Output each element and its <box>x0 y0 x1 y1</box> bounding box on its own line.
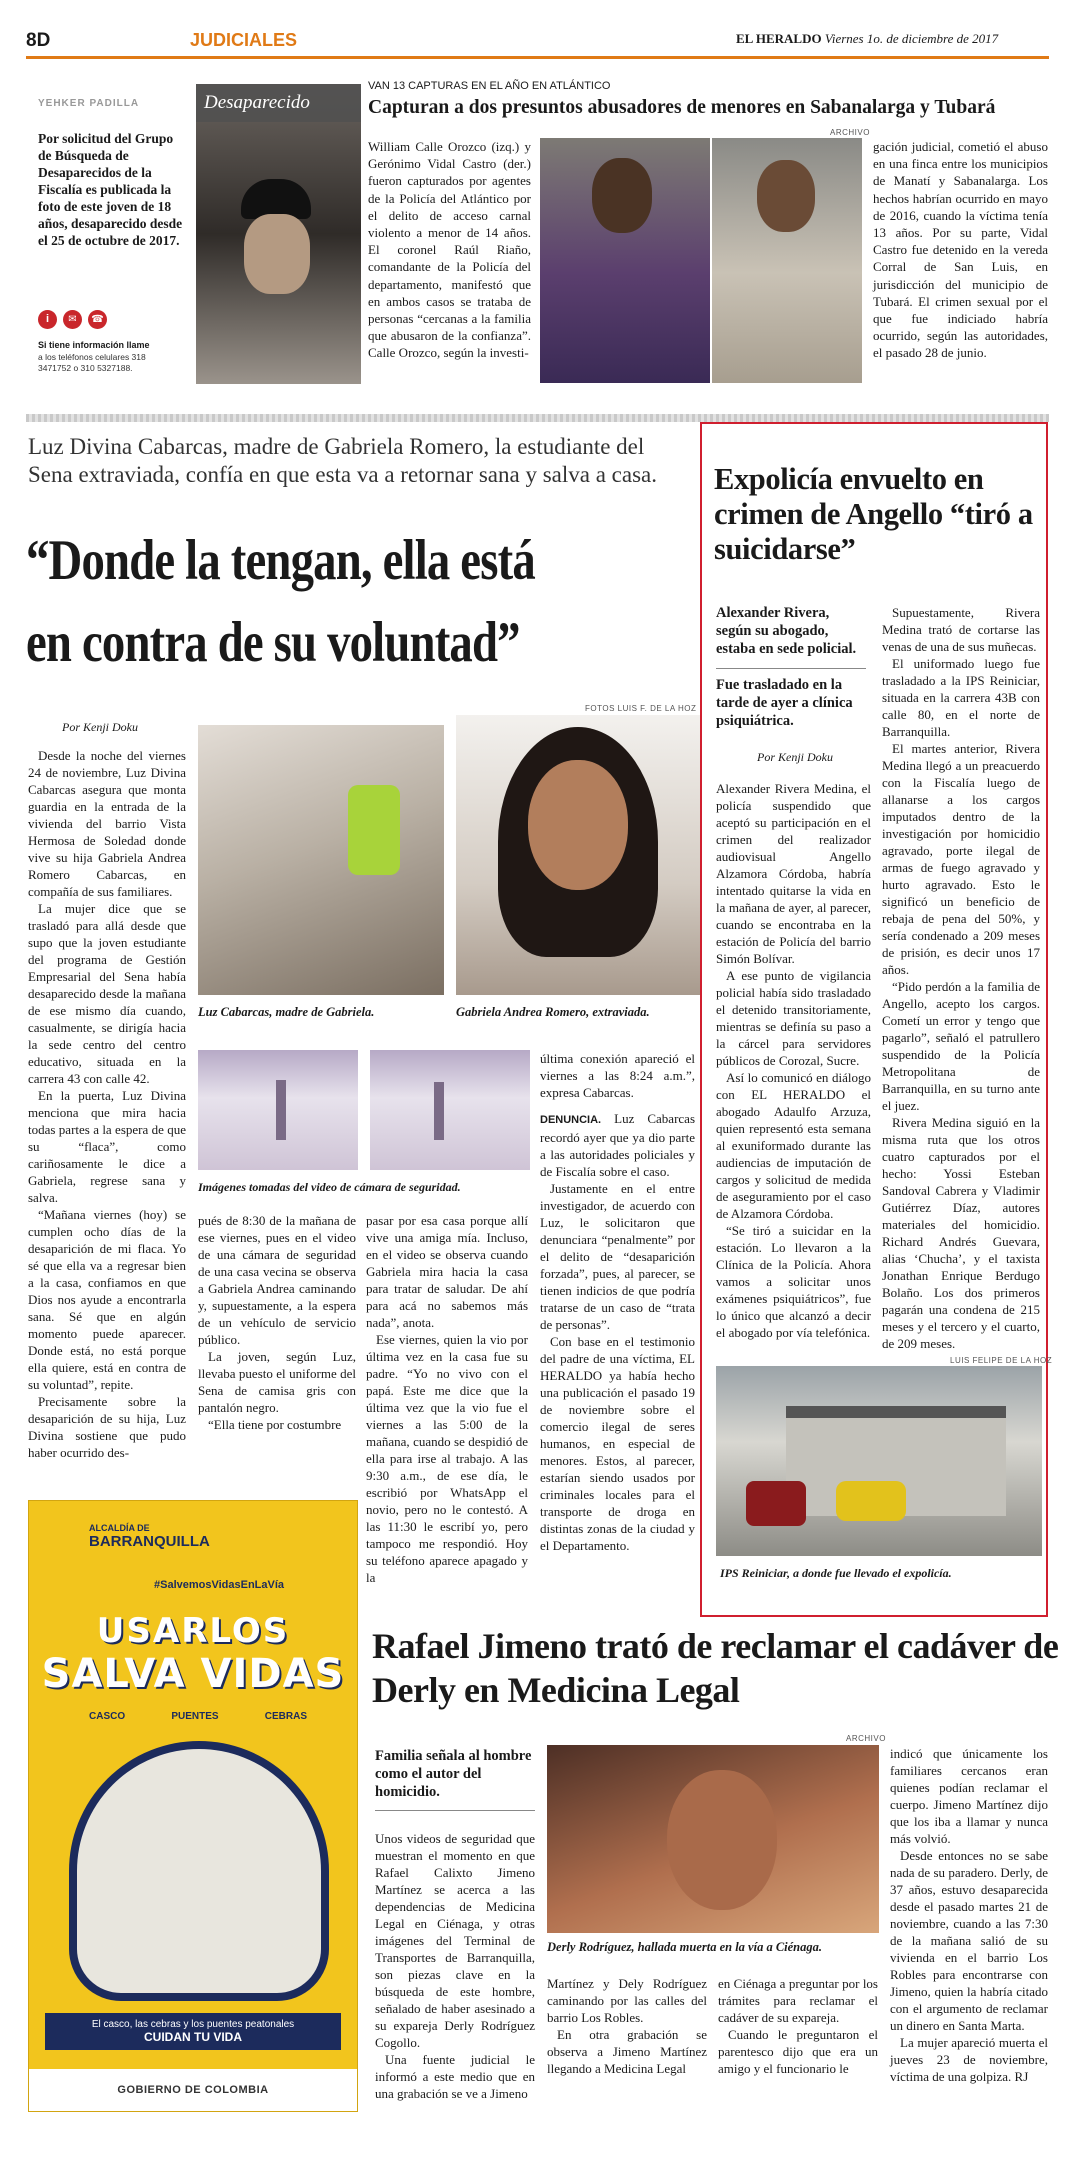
expolice-col1-p2: A ese punto de vigilancia policial había sido trasladado el detenido transitoriamente, mientras se definía su paso a la cárcel para servidores públicos de Corozal, Sucre. <box>716 968 871 1068</box>
missing-credit: YEHKER PADILLA <box>38 98 140 109</box>
phone-icon: ☎ <box>88 310 107 329</box>
jimeno-col3-p2: Cuando le preguntaron el parentesco dijo que era un amigo y el funcionario le <box>718 2027 878 2076</box>
jimeno-col3 <box>718 1975 878 2077</box>
denuncia-label: DENUNCIA. <box>540 1114 602 1126</box>
jimeno-col1-p2: Una fuente judicial le informó a este medio que en una grabación se ve a Jimeno <box>375 2052 535 2101</box>
jimeno-sub: Familia señala al hombre como el autor del homicidio. <box>375 1748 532 1800</box>
helmet-illustration <box>69 1741 329 2001</box>
section-divider <box>26 414 1049 422</box>
main-photo-credit: FOTOS LUIS F. DE LA HOZ <box>585 704 697 713</box>
email-icon: ✉ <box>63 310 82 329</box>
ad-brand <box>89 1523 210 1550</box>
expolice-col1 <box>716 780 871 1341</box>
jimeno-col2-p1: Martínez y Dely Rodríguez caminando por las calles del barrio Los Robles. <box>547 1976 707 2025</box>
capture-kicker: VAN 13 CAPTURAS EN EL AÑO EN ATLÁNTICO <box>368 80 611 92</box>
face-shape-2 <box>528 760 628 890</box>
main-col3-p1: pasar por esa casa porque allí vive una amiga mía. Incluso, en el video se observa cuando Gabriela mira hacia la casa para tratar de saludar. De ahí para acá no sabemos más nada”, anota. <box>366 1213 528 1330</box>
page-number: 8D <box>26 30 51 51</box>
main-col3 <box>366 1212 528 1586</box>
expolice-col1-p3: Así lo comunicó en diálogo con EL HERALDO el abogado Adaulfo Arzuza, quien representó esta semana al exuniformado durante las audiencias de imputación de cargos y solicitud de medida de aseguramiento por el caso de Alzamora Córdoba. <box>716 1070 871 1221</box>
main-col1-p2: La mujer dice que se trasladó para allá desde que supo que la joven estudiante del programa de Gestión Empresarial del Sena había desaparecido desde la mañana de ese mismo día cuando, casualmente, se dirigía hacia la sede centro del centro educativo, situada en la carrera 43 con calle 42. <box>28 901 186 1086</box>
main-col1 <box>28 747 186 1461</box>
expolice-headline: Expolicía envuelto en crimen de Angello “tiró a suicidarse” <box>714 462 1033 566</box>
ad-title1: USARLOS <box>96 1611 290 1651</box>
main-col4-top: última conexión apareció el viernes a las 8:24 a.m.”, expresa Cabarcas. <box>540 1051 695 1100</box>
daughter-caption: Gabriela Andrea Romero, extraviada. <box>456 1005 650 1019</box>
main-headline-1: “Donde la tengan, ella está <box>26 529 535 592</box>
expolice-col1-p1: Alexander Rivera Medina, el policía suspendido que aceptó su participación en el crimen del realizador audiovisual Angello Alzamora Córdoba, habría intentado quitarse la vida en la mañana de ayer, al parecer, cuando se encontraba en la estación de Policía del barrio Simón Bolívar. <box>716 781 871 966</box>
ad-tagline: El casco, las cebras y los puentes peatonales <box>91 2019 295 2030</box>
jimeno-col2 <box>547 1975 707 2077</box>
main-col4-p1 <box>540 1110 695 1180</box>
video-still-1 <box>198 1050 358 1170</box>
bridge-icon-label: PUENTES <box>171 1711 219 1722</box>
figure-2 <box>434 1082 444 1140</box>
main-col2-p1: pués de 8:30 de la mañana de ese viernes, pues en el video de una cámara de seguridad de una casa vecina se observa a Gabriela Andrea caminando y, supuestamente, a la espera de un vehículo de servicio público. <box>198 1213 356 1347</box>
main-deck: Luz Divina Cabarcas, madre de Gabriela Romero, la estudiante del Sena extraviada, confía en que esta va a retornar sana y salva a casa. <box>28 434 657 487</box>
expolice-photo-credit: LUIS FELIPE DE LA HOZ <box>950 1356 1053 1365</box>
mother-photo <box>198 725 444 995</box>
main-col1-p1: Desde la noche del viernes 24 de noviembre, Luz Divina Cabarcas asegura que monta guardia en la entrada de la vivienda del barrio Vista Hermosa de Soledad donde vive su hija Gabriela Andrea Romero Cabarcas, en compañía de sus familiares. <box>28 748 186 899</box>
expolice-col2 <box>882 604 1040 1352</box>
main-col1-p4: “Mañana viernes (hoy) se cumplen ocho días de la desaparición de mi flaca. Yo sé que ella va a regresar bien a la casa, confiamos en que Dios nos ayude a encontrarla sana. Sé que en algún momento puede aparecer. Donde está, no está porque ella quiere, está en contra de su voluntad”, repite. <box>28 1207 186 1392</box>
cap-shape <box>241 179 311 219</box>
main-col1-p3: En la puerta, Luz Divina menciona que mira hacia todas partes a la espera de que su “flaca”, como cariñosamente le dice a Gabriela, regrese sana y salva. <box>28 1088 186 1205</box>
suspect2-head <box>757 160 815 232</box>
jimeno-headline: Rafael Jimeno trató de reclamar el cadáver de Derly en Medicina Legal <box>372 1626 1059 1710</box>
jimeno-col4 <box>890 1745 1048 2085</box>
expolice-sub-rule <box>716 668 866 669</box>
capture-col1: William Calle Orozco (izq.) y Gerónimo Vidal Castro (der.) fueron capturados por agentes de la Policía del Atlántico por el delito de acceso carnal violento a menor de 14 años. El coronel Raúl Riaño, comandante de la Policía del departamento, manifestó que en ambos casos se trataba de personas “cercanas a la familia que abusaron de la confianza”. Calle Orozco, según la investi- <box>368 139 531 361</box>
jimeno-col4-p2: Desde entonces no se sabe nada de su paradero. Derly, de 37 años, estuvo desaparecida desde el pasado martes 21 de noviembre, cuando a las 7:30 de la mañana salió de su vivienda en el barrio Los Robles para encontrarse con Jimeno, quien la habría citado con el argumento de reclamar un dinero en Santa Marta. <box>890 1848 1048 2033</box>
jimeno-col4-p1: indicó que únicamente los familiares cercanos eran quienes podían reclamar el cuerpo. Jimeno Martínez dijo que los iba a llamar y nunca más volvió. <box>890 1746 1048 1846</box>
section-title: JUDICIALES <box>190 30 298 50</box>
main-col3-p2: Ese viernes, quien la vio por última vez en la casa fue su padre. “Yo no vivo con el papá. Este me dice que la última vez que la vio fue el viernes a las 5:00 de la mañana, cuando se despidió de ella para irse al trabajo. A las 9:30 a.m., de ese día, le escribió por WhatsApp el novio, pero no le contestó. A las 11:30 le escribí yo, pero tampoco me respondió. Hoy su teléfono aparece apagado y la <box>366 1332 528 1585</box>
phone-shape <box>348 785 400 875</box>
ad-box <box>28 1500 358 2112</box>
derly-caption: Derly Rodríguez, hallada muerta en la vía a Ciénaga. <box>547 1940 823 1954</box>
jimeno-col4-p3: La mujer apareció muerta el jueves 23 de noviembre, víctima de una golpiza. RJ <box>890 2035 1048 2084</box>
ad-hashtag: #SalvemosVidasEnLaVía <box>154 1579 285 1591</box>
ad-brand-main: BARRANQUILLA <box>89 1533 210 1550</box>
main-byline: Por Kenji Doku <box>62 720 138 734</box>
ips-caption: IPS Reiniciar, a donde fue llevado el expolicía. <box>720 1566 952 1580</box>
suspect1-head <box>592 158 652 233</box>
video-still-2 <box>370 1050 530 1170</box>
ad-tagline2: CUIDAN TU VIDA <box>144 2030 242 2044</box>
jimeno-col3-p1: en Ciénaga a preguntar por los trámites para reclamar el cadáver de su expareja. <box>718 1976 878 2025</box>
ad-footer: GOBIERNO DE COLOMBIA <box>29 2069 357 2111</box>
expolice-col2-p2: El uniformado luego fue trasladado a la IPS Reiniciar, situada en la carrera 43B con calle 80, en el norte de Barranquilla. <box>882 656 1040 739</box>
main-col4-p3: Con base en el testimonio del padre de una víctima, EL HERALDO ya había hecho una publicación el pasado 19 de noviembre sobre el comercio ilegal de seres humanos, en especial de menores. Estos, al parecer, estarían siendo usados por criminales locales para el transporte de droga en distintas zonas de la ciudad y el Departamento. <box>540 1334 695 1553</box>
car-shape <box>746 1481 806 1526</box>
expolice-byline: Por Kenji Doku <box>757 750 833 764</box>
expolice-sub1: Alexander Rivera, según su abogado, estaba en sede policial. <box>716 605 857 657</box>
expolice-col2-p3: El martes anterior, Rivera Medina llegó a un preacuerdo con la Fiscalía luego de allanarse a los cargos imputados dentro de la investigación por homicidio agravado, porte ilegal de armas de fuego agravado y hurto agravado. Esto le significó un beneficio de rebaja de pena del 50%, y sería condenado a 209 meses de prisión, es decir unos 17 años. <box>882 741 1040 977</box>
video-caption: Imágenes tomadas del video de cámara de seguridad. <box>198 1180 461 1194</box>
expolice-col1-p4: “Se tiró a suicidar en la estación. Lo llevaron a la Clínica de la Policía. Ahora vamos a solicitar unos exámenes psiquiátricos”, fue lo único que alcanzó a decir el abogado por vía telefónica. <box>716 1223 871 1340</box>
main-col4-p2: Justamente en el entre investigador, de acuerdo con Luz, le solicitaron que denunciara “penalmente” por el delito de “desaparición forzada”, pues, al parecer, se tienen indicios de que podría tratarse de un caso de “trata de personas”. <box>540 1181 695 1332</box>
expolice-col2-p5: Rivera Medina siguió en la misma ruta que los otros cuatro capturados por el hecho: Yossi Esteban Sandoval Cabrera y Vladimir Gutiérrez Díaz, autores materiales del homicidio. Richard Andrés Guevara, alias ‘Chucha’, y el taxista Jonathan Enrique Berdugo Bolaño. Los dos primeros pagarán una condena de 215 meses y el tercero y el cuarto, de 209 meses. <box>882 1115 1040 1351</box>
figure-1 <box>276 1080 286 1140</box>
ad-tagline-box <box>45 2013 341 2050</box>
main-col2-p3: “Ella tiene por costumbre <box>208 1417 342 1432</box>
ad-title2: SALVA VIDAS <box>41 1651 345 1697</box>
ips-photo <box>716 1366 1042 1556</box>
missing-notice: Por solicitud del Grupo de Búsqueda de Desaparecidos de la Fiscalía es publicada la foto de este joven de 18 años, desaparecido desde el 25 de octubre de 2017. <box>38 131 183 248</box>
capture-col2: gación judicial, cometió el abuso en una finca entre los municipios de Manatí y Sabanalarga. Los hechos habrían ocurrido en mayo de 2016, cuando la víctima tenía 13 años. Por su parte, Vidal Castro fue detenido en la vereda Corral de San Luis, en jurisdicción del municipio de Tubará. El crimen sexual por el que fue indiciado habría ocurrido, según las autoridades, el pasado 28 de junio. <box>873 139 1048 361</box>
jimeno-sub-rule <box>375 1810 535 1811</box>
capture-credit: ARCHIVO <box>830 128 870 137</box>
face-shape <box>244 214 310 294</box>
helmet-icon-label: CASCO <box>89 1711 126 1722</box>
expolice-sub2: Fue trasladado en la tarde de ayer a clínica psiquiátrica. <box>716 677 853 729</box>
main-col4 <box>540 1110 695 1554</box>
derly-face <box>667 1770 777 1910</box>
capture-headline: Capturan a dos presuntos abusadores de menores en Sabanalarga y Tubará <box>368 97 996 118</box>
issue-date: Viernes 1o. de diciembre de 2017 <box>824 31 999 46</box>
capture-photo-right <box>712 138 862 383</box>
paper-name: EL HERALDO <box>736 31 822 46</box>
capture-photo-left <box>540 138 710 383</box>
missing-person-photo <box>196 84 361 384</box>
jimeno-col1 <box>375 1830 535 2102</box>
info-icon: i <box>38 310 57 329</box>
mother-caption: Luz Cabarcas, madre de Gabriela. <box>198 1005 375 1019</box>
main-col2 <box>198 1212 356 1433</box>
header-paper-date <box>736 31 998 47</box>
crosswalk-icon-label: CEBRAS <box>264 1711 307 1722</box>
header-rule <box>26 56 1049 59</box>
main-col4-p1-text: Luz Cabarcas recordó ayer que ya dio parte a las autoridades policiales y de Fiscalía sobre el caso. <box>540 1111 695 1179</box>
ad-icons <box>89 1711 307 1722</box>
taxi-shape <box>836 1481 906 1521</box>
jimeno-credit: ARCHIVO <box>846 1734 886 1743</box>
missing-label: Desaparecido <box>196 84 361 122</box>
jimeno-col2-p2: En otra grabación se observa a Jimeno Martínez llegando a Medicina Legal <box>547 2027 707 2076</box>
derly-photo <box>547 1745 879 1933</box>
jimeno-col1-p1: Unos videos de seguridad que muestran el momento en que Rafael Calixto Jimeno Martínez se acerca a las dependencias de Medicina Legal en Ciénaga, y otras imágenes del Terminal de Transportes de Barranquilla, son piezas clave en la búsqueda de este hombre, señalado de haber asesinado a su expareja Derly Rodríguez Cogollo. <box>375 1831 535 2050</box>
daughter-photo <box>456 715 701 995</box>
missing-info-text: a los teléfonos celulares 318 3471752 o 310 5327188. <box>38 352 146 373</box>
ad-brand-small: ALCALDÍA DE <box>89 1523 150 1533</box>
main-col2-p2: La joven, según Luz, llevaba puesto el uniforme del Sena de camisa gris con pantalón negro. <box>198 1349 356 1415</box>
expolice-col2-p1: Supuestamente, Rivera Medina trató de cortarse las venas de una de sus muñecas. <box>882 605 1040 654</box>
main-headline-2: en contra de su voluntad” <box>26 611 520 674</box>
missing-info-title: Si tiene información llame <box>38 340 150 350</box>
expolice-col2-p4: “Pido perdón a la familia de Angello, acepto los cargos. Cometí un error y tengo que pagarlo”, señaló el patrullero suspendido de la Policía Metropolitana de Barranquilla, en su turno ante el juez. <box>882 979 1040 1113</box>
contact-icons <box>38 310 107 329</box>
main-col1-p5: Precisamente sobre la desaparición de su hija, Luz Divina sostiene que pudo haber ocurrido des- <box>28 1394 186 1460</box>
